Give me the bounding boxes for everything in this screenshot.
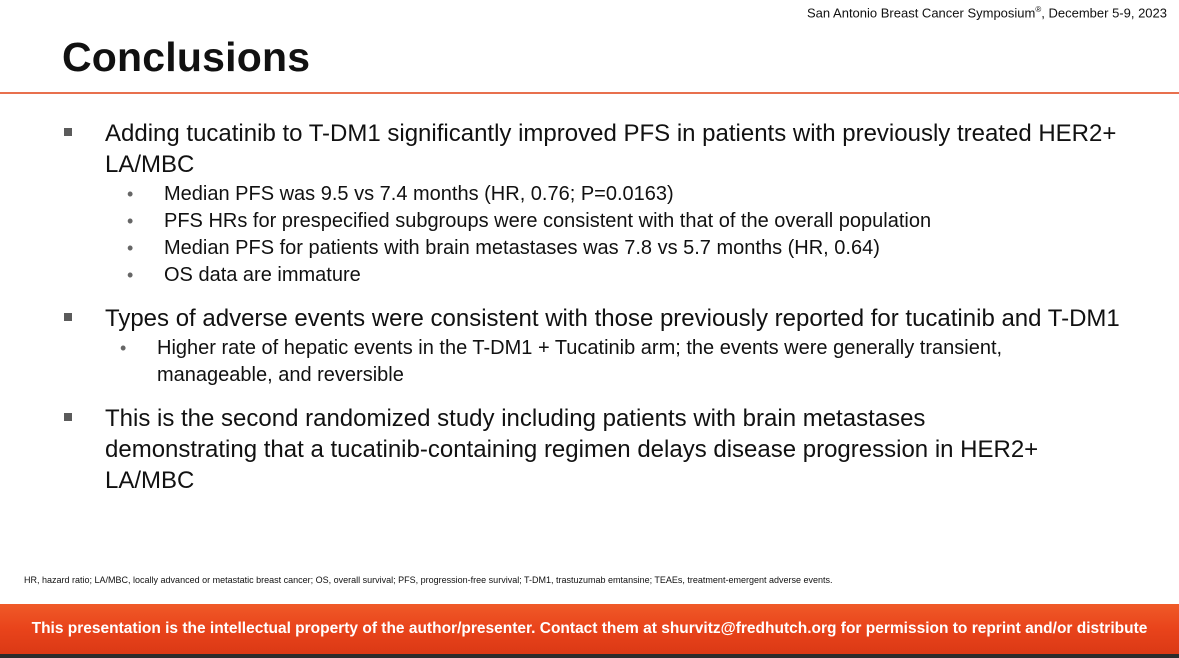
square-bullet-icon — [64, 313, 72, 321]
bullet-3-text: This is the second randomized study including patients with brain metastases demonstrating that a tucatinib-containing regimen delays disease progression in HER2+ LA/MBC — [105, 405, 1039, 494]
dot-bullet-icon: • — [120, 338, 127, 358]
sub-bullet-text: Higher rate of hepatic events in the T-DM1 + Tucatinib arm; the events were generally transient, manageable, and reversible — [157, 337, 1003, 386]
conclusions-list — [60, 118, 1140, 505]
sub-bullet — [112, 235, 1140, 262]
sub-bullet — [112, 208, 1140, 235]
bullet-1-sublist — [60, 181, 1140, 289]
sub-bullet — [60, 335, 1037, 389]
banner-bottom-edge — [0, 654, 1179, 658]
dot-bullet-icon: • — [127, 211, 134, 231]
abbreviations-footnote: HR, hazard ratio; LA/MBC, locally advanced or metastatic breast cancer; OS, overall survival; PFS, progression-free survival; T-DM1, trastuzumab emtansine; TEAEs, treatment-emergent adverse events. — [24, 575, 833, 585]
copyright-notice: This presentation is the intellectual property of the author/presenter. Contact them at shurvitz@fredhutch.org for permission to reprint and/or distribute — [31, 620, 1148, 637]
dot-bullet-icon: • — [127, 238, 134, 258]
bullet-1 — [60, 118, 1140, 289]
registered-mark: ® — [1035, 5, 1042, 14]
sub-bullet-text: Median PFS for patients with brain metastases was 7.8 vs 5.7 months (HR, 0.64) — [164, 237, 880, 259]
sub-bullet — [112, 262, 1140, 289]
sub-bullet-text: Median PFS was 9.5 vs 7.4 months (HR, 0.76; P=0.0163) — [164, 183, 674, 205]
bullet-2-sublist — [60, 335, 1140, 389]
conference-header — [807, 5, 1167, 20]
conference-name: San Antonio Breast Cancer Symposium — [807, 5, 1036, 21]
bullet-2-text: Types of adverse events were consistent with those previously reported for tucatinib and T-DM1 — [105, 305, 1120, 332]
bullet-2 — [60, 303, 1140, 389]
sub-bullet-text: OS data are immature — [164, 264, 361, 286]
bullet-3 — [60, 403, 1065, 496]
dot-bullet-icon: • — [127, 184, 134, 204]
title-divider — [0, 92, 1179, 94]
sub-bullet-text: PFS HRs for prespecified subgroups were consistent with that of the overall population — [164, 210, 932, 232]
page-title: Conclusions — [62, 34, 311, 80]
conference-dates: , December 5-9, 2023 — [1041, 5, 1167, 21]
sub-bullet — [112, 181, 1140, 208]
square-bullet-icon — [64, 128, 72, 136]
copyright-banner — [0, 604, 1179, 658]
square-bullet-icon — [64, 413, 72, 421]
dot-bullet-icon: • — [127, 265, 134, 285]
bullet-1-text: Adding tucatinib to T-DM1 significantly improved PFS in patients with previously treated HER2+ LA/MBC — [105, 120, 1117, 178]
